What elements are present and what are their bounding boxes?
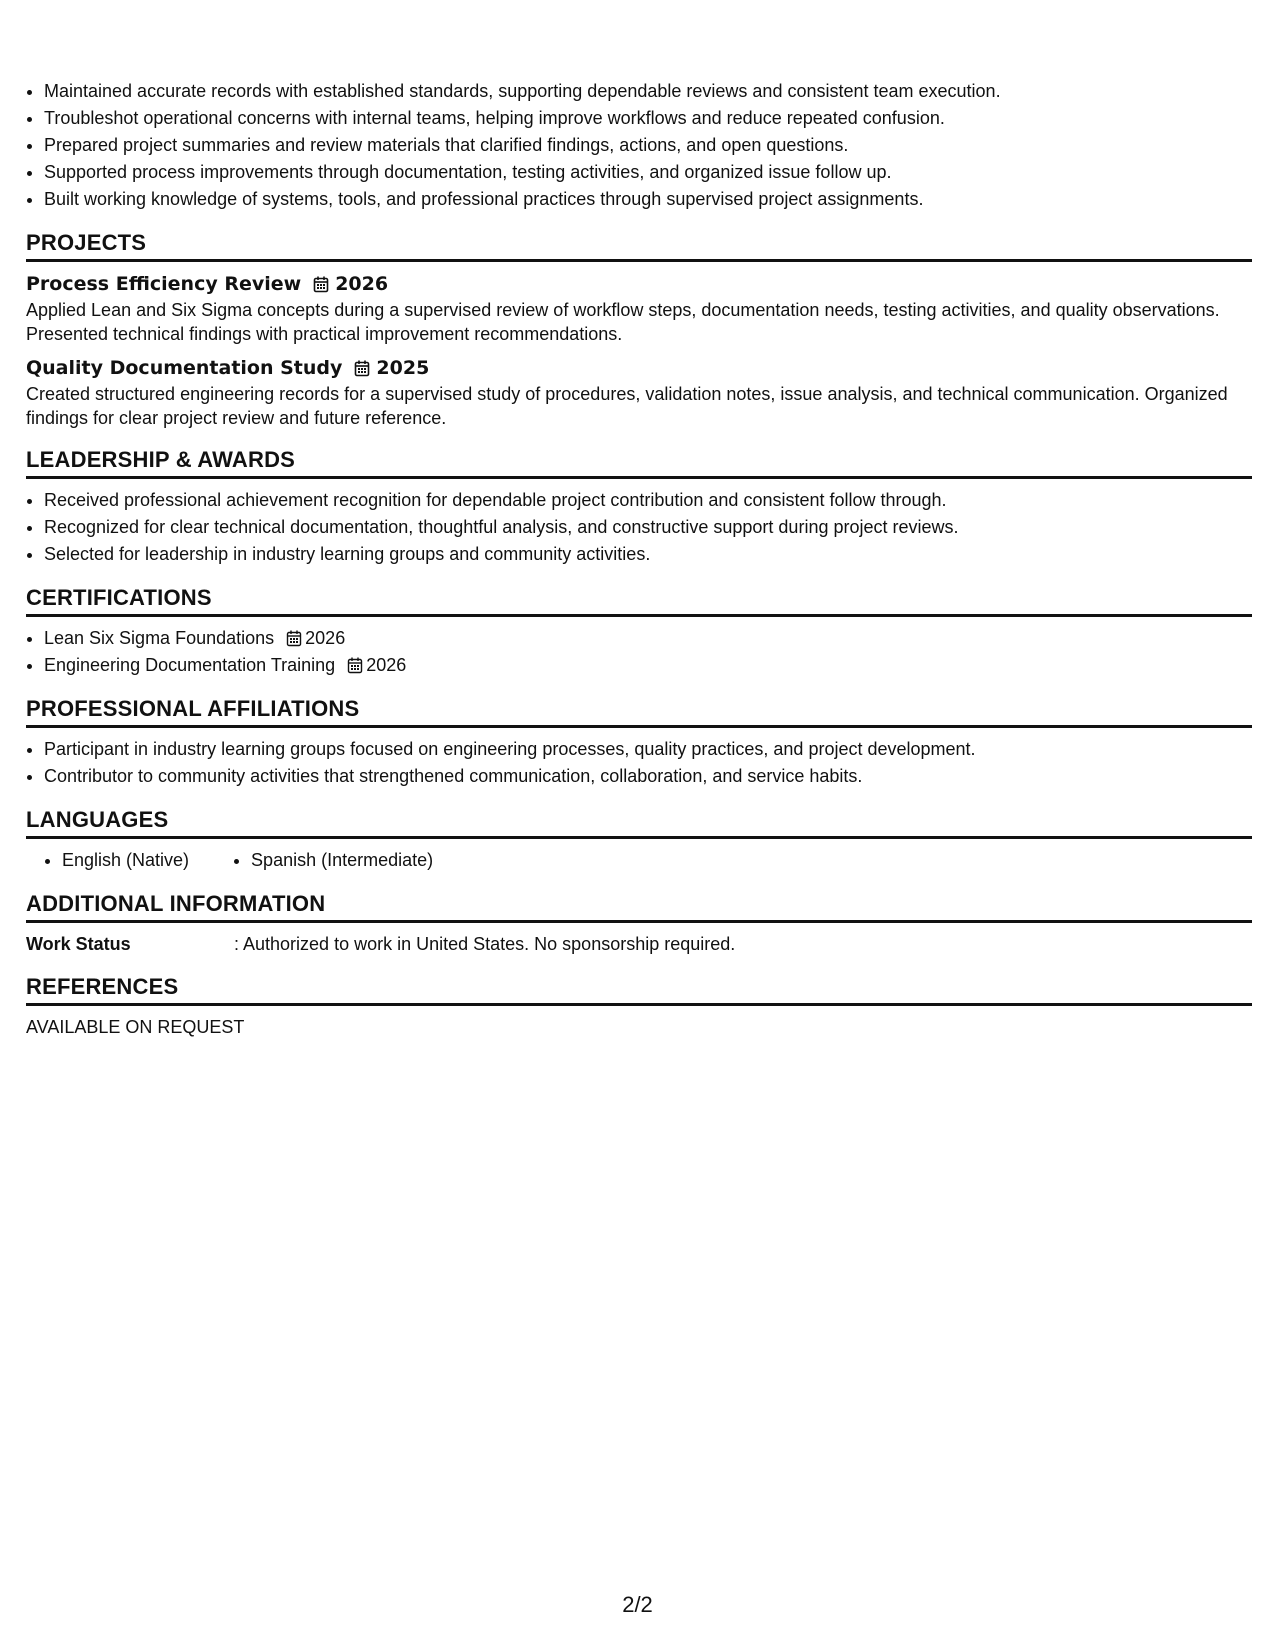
list-item: • Participant in industry learning groups focused on engineering processes, quality practices, and project development. (44, 736, 1252, 763)
references-text: AVAILABLE ON REQUEST (26, 1017, 245, 1037)
project-name: Quality Documentation Study (26, 357, 343, 379)
section-title: LEADERSHIP & AWARDS (26, 446, 1252, 479)
calendar-icon (354, 360, 370, 377)
certification-name: • Engineering Documentation Training (44, 655, 336, 675)
language-item: • English (Native) (62, 847, 189, 874)
section-title: PROJECTS (26, 229, 1252, 262)
list-item: • Recognized for clear technical documentation, thoughtful analysis, and constructive support during project reviews. (44, 514, 1252, 541)
work-status-value: : Authorized to work in United States. No sponsorship required. (234, 934, 736, 954)
section-title: ADDITIONAL INFORMATION (26, 890, 1252, 923)
work-status-label: Work Status (26, 934, 131, 954)
additional-info-section (26, 890, 1252, 957)
calendar-icon (313, 276, 329, 293)
affiliations-section (26, 695, 1252, 790)
project-description: Applied Lean and Six Sigma concepts during a supervised review of workflow steps, documentation needs, testing activities, and quality observations. Presented technical findings with practical improvement recommendations. (26, 300, 1220, 344)
project-year: 2026 (335, 273, 389, 295)
section-title: PROFESSIONAL AFFILIATIONS (26, 695, 1252, 728)
work-status-row (26, 931, 1252, 957)
calendar-icon (347, 657, 363, 674)
list-item: • Received professional achievement recognition for dependable project contribution and consistent follow through. (44, 487, 1252, 514)
calendar-icon (286, 630, 302, 647)
experience-bullets (26, 78, 1252, 213)
certification-year: 2026 (305, 628, 346, 648)
project-year: 2025 (376, 357, 430, 379)
references-section (26, 973, 1252, 1040)
project-item (26, 354, 1252, 430)
project-description: Created structured engineering records for a supervised study of procedures, validation notes, issue analysis, and technical communication. Organized findings for clear project review and future reference. (26, 384, 1228, 428)
certification-item (44, 625, 1252, 652)
list-item: • Contributor to community activities that strengthened communication, collaboration, and service habits. (44, 763, 1252, 790)
languages-section (26, 806, 1252, 874)
list-item: • Troubleshot operational concerns with internal teams, helping improve workflows and reduce repeated confusion. (44, 105, 1252, 132)
list-item: • Built working knowledge of systems, tools, and professional practices through supervised project assignments. (44, 186, 1252, 213)
certification-year: 2026 (366, 655, 407, 675)
language-item: • Spanish (Intermediate) (251, 847, 433, 874)
resume-page (26, 78, 1252, 1040)
project-item (26, 270, 1252, 346)
section-title: LANGUAGES (26, 806, 1252, 839)
list-item: • Supported process improvements through documentation, testing activities, and organized issue follow up. (44, 159, 1252, 186)
certification-item (44, 652, 1252, 679)
certifications-section (26, 584, 1252, 679)
list-item: • Selected for leadership in industry learning groups and community activities. (44, 541, 1252, 568)
page-number: 2/2 (622, 1592, 653, 1617)
leadership-section (26, 446, 1252, 568)
list-item: • Prepared project summaries and review materials that clarified findings, actions, and open questions. (44, 132, 1252, 159)
section-title: REFERENCES (26, 973, 1252, 1006)
certification-name: • Lean Six Sigma Foundations (44, 628, 275, 648)
project-name: Process Efficiency Review (26, 273, 302, 295)
projects-section (26, 229, 1252, 430)
section-title: CERTIFICATIONS (26, 584, 1252, 617)
list-item: • Maintained accurate records with established standards, supporting dependable reviews and consistent team execution. (44, 78, 1252, 105)
